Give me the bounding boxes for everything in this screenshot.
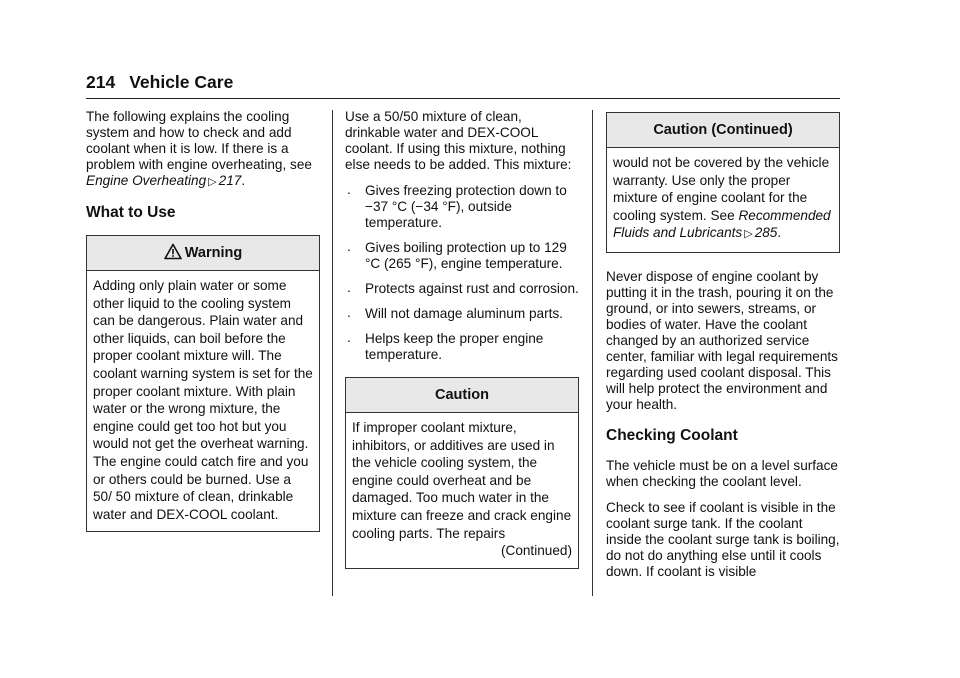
bullet-marker: .: [347, 182, 351, 197]
column-2: [345, 109, 579, 569]
list-item-text: Protects against rust and corrosion.: [365, 281, 579, 296]
caution-box: [345, 377, 579, 569]
level-surface-paragraph: The vehicle must be on a level surface when checking the coolant level.: [606, 457, 838, 489]
caution-continued-text: would not be covered by the vehicle warranty. Use only the proper mixture of engine coolant for the cooling system. See Recommended Fluids and Lubricants ▷ 285.: [613, 155, 831, 241]
bullet-marker: .: [347, 305, 351, 320]
caution-continued-header: Caution (Continued): [607, 113, 839, 148]
list-item-text: Will not damage aluminum parts.: [365, 306, 563, 321]
page-header: [86, 72, 233, 93]
engine-overheating-link[interactable]: Engine Overheating: [86, 173, 207, 188]
column-divider-1: [332, 110, 333, 596]
warning-text: Adding only plain water or some other liquid to the cooling system can be dangerous. Plain water and other liquids, can boil before the proper coolant mixture will. The coolant warning system is set for the proper coolant mixture. With plain water or the wrong mixture, the engine could get too hot but you would not get the overheat warning. The engine could catch fire and you or others could be burned. Use a 50/ 50 mixture of clean, drinkable water and DEX-COOL coolant.: [93, 278, 313, 522]
page-ref-arrow-icon: ▷: [208, 176, 217, 188]
bullet-marker: .: [347, 280, 351, 295]
caution-continued-box: [606, 112, 840, 253]
page-ref-number[interactable]: 217: [218, 173, 242, 188]
list-item: [345, 331, 579, 363]
warning-triangle-icon: [164, 239, 182, 273]
list-item: [345, 183, 579, 231]
list-item-text: Gives freezing protection down to −37 °C (−34 °F), outside temperature.: [365, 183, 567, 230]
page-ref-arrow-icon: ▷: [744, 228, 753, 241]
list-item: [345, 281, 579, 297]
checking-coolant-heading: Checking Coolant: [606, 426, 738, 444]
caution-text: If improper coolant mixture, inhibitors, or additives are used in the vehicle cooling system, the engine could overheat and be damaged. Too much water in the mixture can freeze and crack engine cooling parts. The repairs (Continued): [352, 420, 572, 559]
bullet-marker: .: [347, 239, 351, 254]
header-rule: [86, 98, 840, 99]
warning-header: [87, 236, 319, 271]
warning-title: Warning: [184, 245, 243, 261]
list-item: [345, 306, 579, 322]
what-to-use-heading: What to Use: [86, 204, 176, 221]
disposal-paragraph: Never dispose of engine coolant by putting it in the trash, pouring it on the ground, or into sewers, streams, or bodies of water. Have the coolant changed by an authorized service center, familiar with legal requirements regarding used coolant disposal. This will help protect the environment and your health.: [606, 268, 838, 412]
caution-header: Caution: [346, 378, 578, 413]
column-1: [86, 109, 320, 532]
list-item-text: Gives boiling protection up to 129 °C (265 °F), engine temperature.: [365, 240, 567, 271]
recommended-fluids-link[interactable]: Recommended Fluids and Lubricants: [613, 207, 831, 241]
mixture-paragraph: Use a 50/50 mixture of clean, drinkable water and DEX-COOL coolant. If using this mixture, nothing else needs to be added. This mixture:: [345, 109, 572, 172]
page-ref-number[interactable]: 285: [754, 225, 778, 241]
surge-tank-paragraph: Check to see if coolant is visible in the coolant surge tank. If the coolant inside the coolant surge tank is boiling, do not do anything else until it cools down. If coolant is visible: [606, 499, 840, 579]
page-number: 214: [86, 72, 116, 92]
mixture-benefits-list: [345, 183, 579, 363]
intro-paragraph: The following explains the cooling system and how to check and add coolant when it is low. If there is a problem with engine overheating, see Engine Overheating ▷ 217.: [86, 109, 312, 188]
bullet-marker: .: [347, 330, 351, 345]
column-3: [606, 109, 840, 590]
section-title: Vehicle Care: [129, 72, 234, 92]
continued-label: (Continued): [500, 543, 572, 559]
list-item: [345, 240, 579, 272]
list-item-text: Helps keep the proper engine temperature.: [365, 331, 544, 362]
column-divider-2: [592, 110, 593, 596]
warning-box: [86, 235, 320, 532]
